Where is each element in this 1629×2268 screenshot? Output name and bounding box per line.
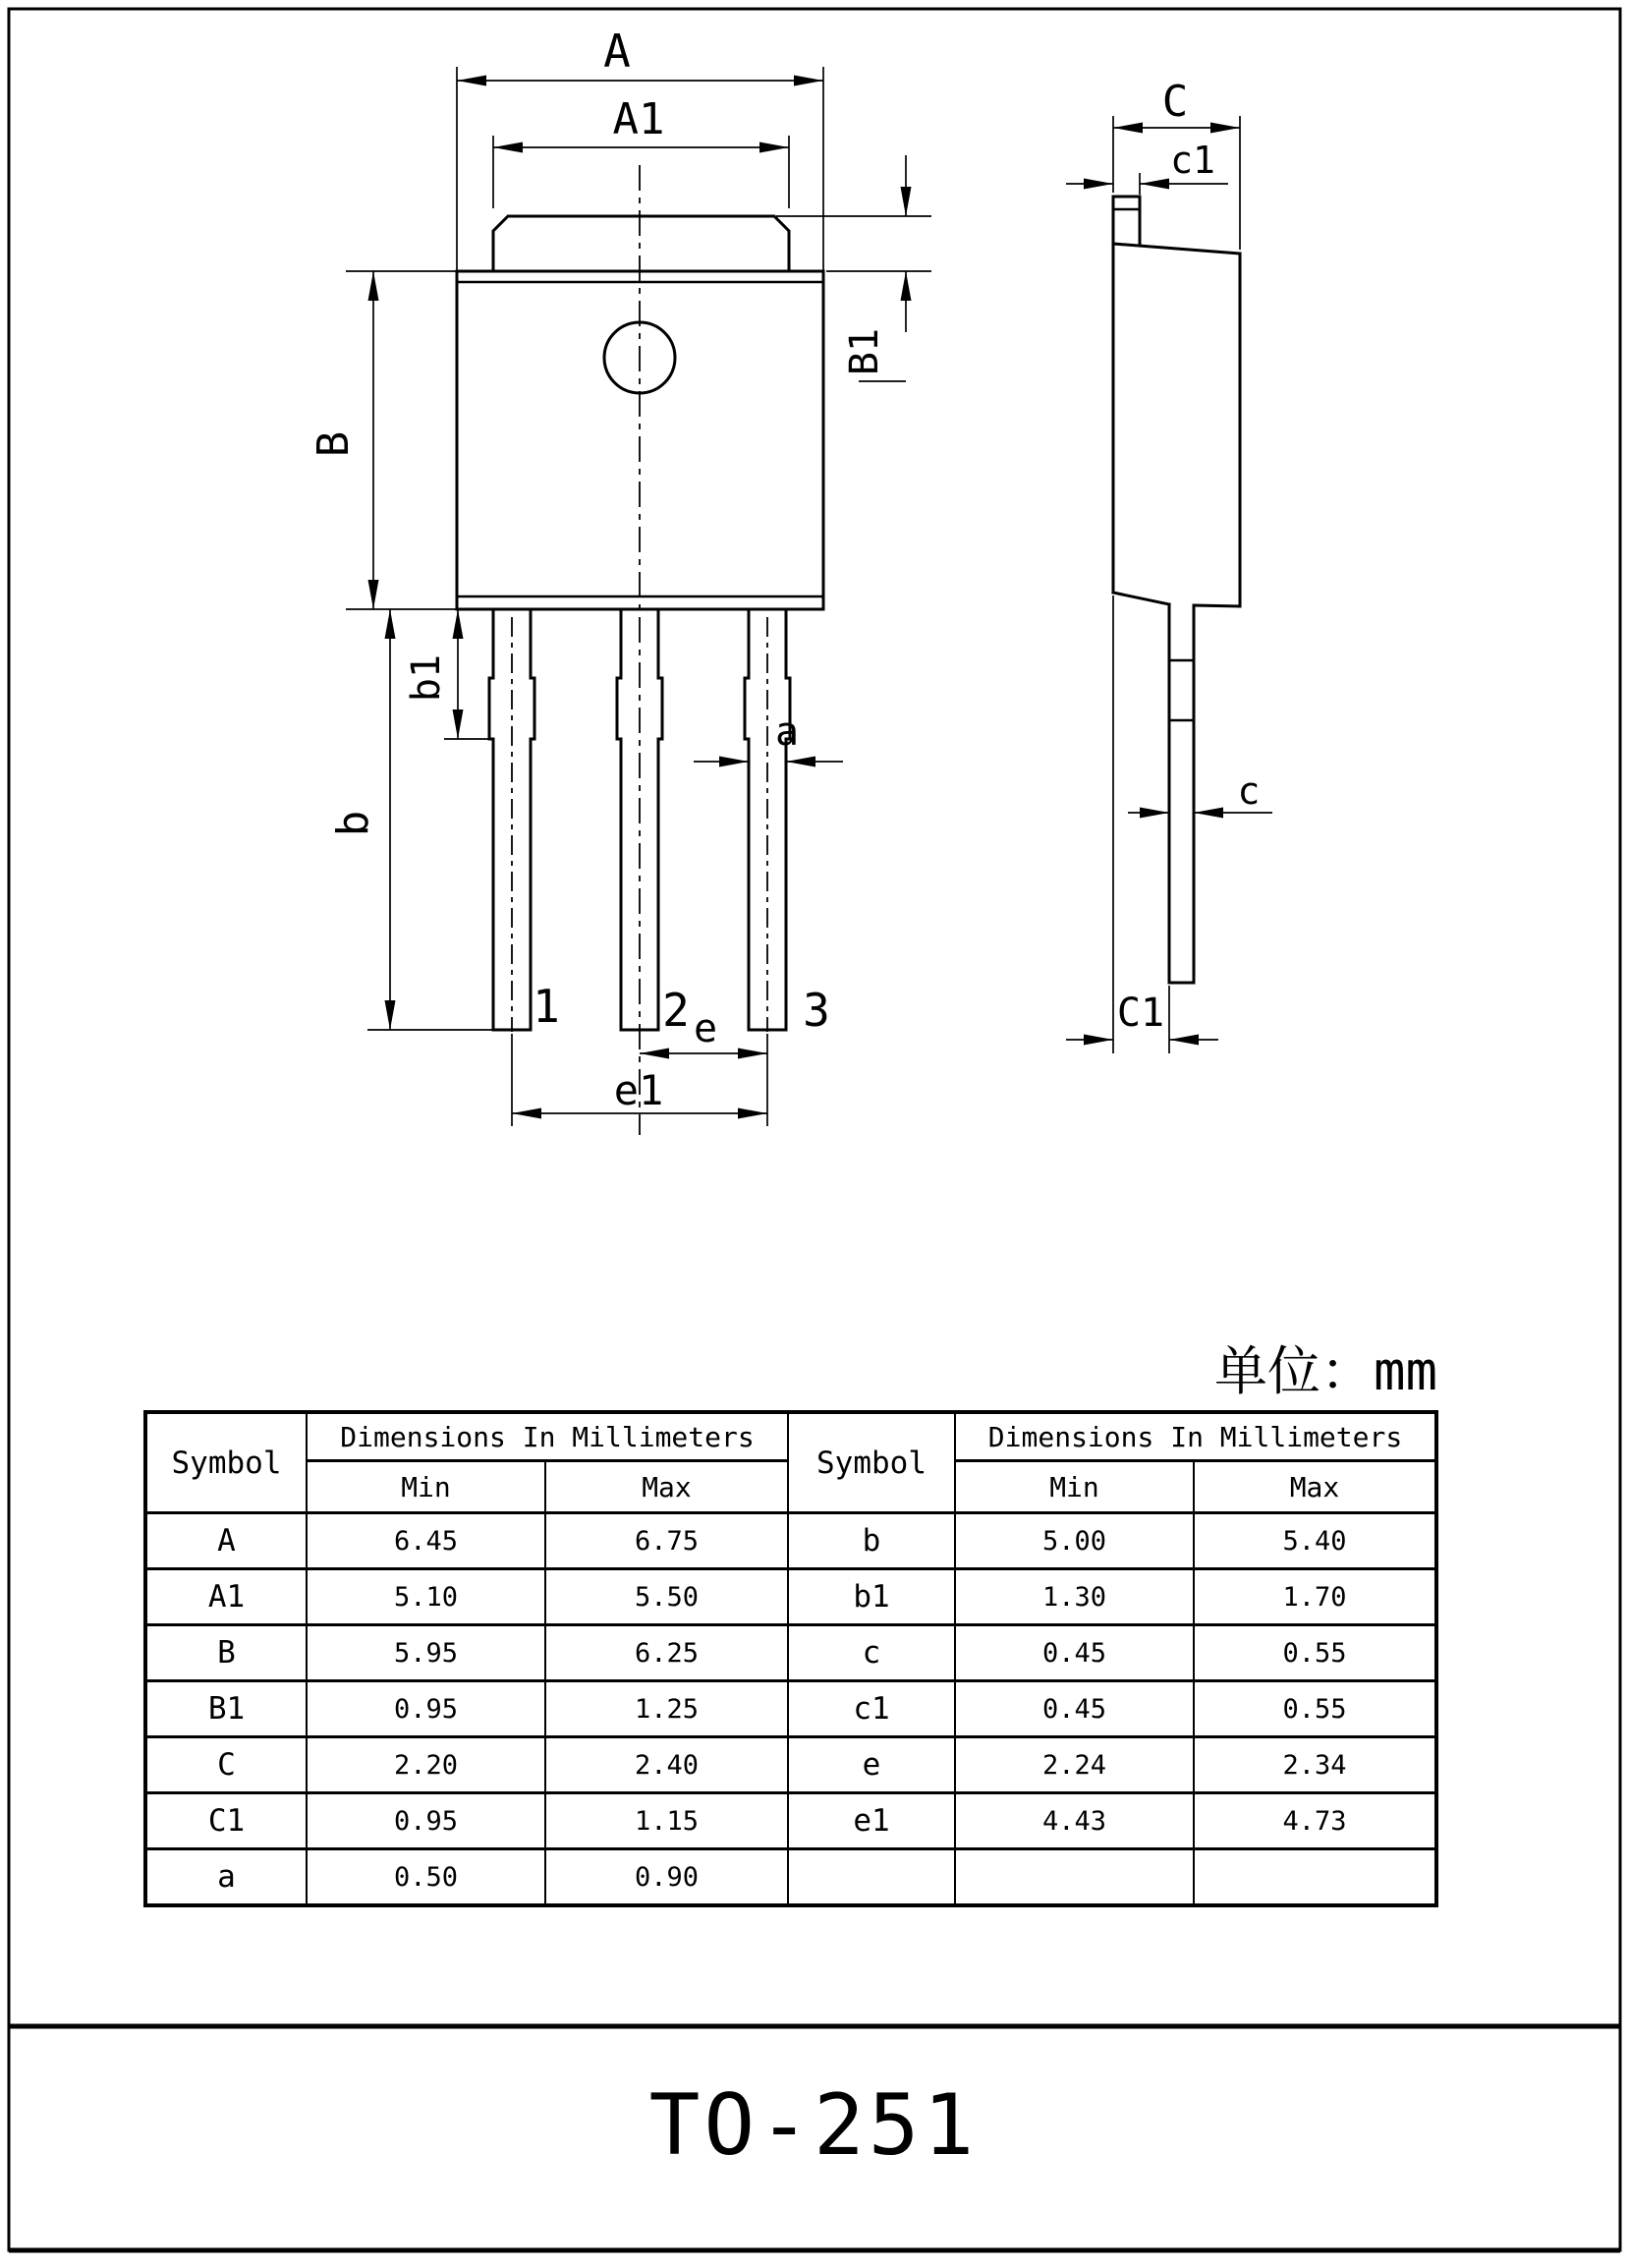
max-cell: 1.15 [545, 1793, 788, 1849]
max-cell: 6.25 [545, 1625, 788, 1681]
symbol-cell: C [145, 1737, 307, 1793]
dim-label-C1: C1 [1116, 991, 1165, 1036]
dim-label-b1: b1 [404, 653, 449, 703]
max-cell [1194, 1849, 1436, 1906]
symbol-cell: A [145, 1513, 307, 1569]
table-row [145, 1793, 1436, 1849]
max-cell: 0.55 [1194, 1681, 1436, 1737]
dim-label-b: b [328, 810, 378, 837]
pin-label-2: 2 [662, 984, 690, 1037]
table-header-max-left: Max [545, 1461, 788, 1513]
front-view [346, 67, 931, 1135]
symbol-cell: A1 [145, 1569, 307, 1625]
dim-label-e1: e1 [613, 1066, 664, 1114]
dim-label-c: c [1237, 769, 1261, 813]
max-cell: 5.50 [545, 1569, 788, 1625]
table-header-dimensions-left: Dimensions In Millimeters [307, 1412, 788, 1461]
dim-label-C: C [1161, 77, 1189, 127]
max-cell: 4.73 [1194, 1793, 1436, 1849]
symbol-cell: B [145, 1625, 307, 1681]
dim-label-A: A [603, 25, 631, 78]
table-header-max-right: Max [1194, 1461, 1436, 1513]
min-cell: 2.20 [307, 1737, 545, 1793]
symbol-cell: e [788, 1737, 955, 1793]
unit-note: 单位：mm [1214, 1340, 1438, 1402]
min-cell: 6.45 [307, 1513, 545, 1569]
dim-label-B: B [309, 430, 359, 458]
min-cell: 5.95 [307, 1625, 545, 1681]
min-cell: 2.24 [955, 1737, 1194, 1793]
dim-label-a: a [774, 709, 800, 755]
dim-label-B1: B1 [842, 327, 887, 376]
table-header-min-left: Min [307, 1461, 545, 1513]
min-cell: 0.95 [307, 1681, 545, 1737]
max-cell: 5.40 [1194, 1513, 1436, 1569]
table-row [145, 1737, 1436, 1793]
pin-label-1: 1 [533, 980, 560, 1033]
max-cell: 0.55 [1194, 1625, 1436, 1681]
dim-label-A1: A1 [612, 94, 665, 144]
pin-label-3: 3 [803, 984, 830, 1037]
table-row [145, 1625, 1436, 1681]
min-cell: 0.45 [955, 1681, 1194, 1737]
symbol-cell: a [145, 1849, 307, 1906]
max-cell: 0.90 [545, 1849, 788, 1906]
symbol-cell: C1 [145, 1793, 307, 1849]
min-cell: 0.50 [307, 1849, 545, 1906]
page-frame [9, 9, 1620, 2250]
min-cell: 0.95 [307, 1793, 545, 1849]
table-header-symbol-left: Symbol [145, 1412, 307, 1513]
max-cell: 2.34 [1194, 1737, 1436, 1793]
dim-label-c1: c1 [1170, 139, 1215, 182]
symbol-cell: c1 [788, 1681, 955, 1737]
max-cell: 1.25 [545, 1681, 788, 1737]
table-header-min-right: Min [955, 1461, 1194, 1513]
table-header-symbol-right: Symbol [788, 1412, 955, 1513]
dim-label-e: e [693, 1006, 718, 1051]
min-cell: 0.45 [955, 1625, 1194, 1681]
min-cell: 5.00 [955, 1513, 1194, 1569]
symbol-cell: c [788, 1625, 955, 1681]
max-cell: 1.70 [1194, 1569, 1436, 1625]
symbol-cell: b [788, 1513, 955, 1569]
dimensions-table [143, 1410, 1438, 1907]
package-title: TO-251 [648, 2076, 979, 2175]
table-row [145, 1513, 1436, 1569]
front-tab-outline [493, 216, 789, 271]
symbol-cell [788, 1849, 955, 1906]
min-cell [955, 1849, 1194, 1906]
table-row [145, 1569, 1436, 1625]
symbol-cell: e1 [788, 1793, 955, 1849]
dimension-labels [309, 25, 1260, 1114]
table-row [145, 1849, 1436, 1906]
max-cell: 6.75 [545, 1513, 788, 1569]
min-cell: 5.10 [307, 1569, 545, 1625]
table-header-dimensions-right: Dimensions In Millimeters [955, 1412, 1436, 1461]
max-cell: 2.40 [545, 1737, 788, 1793]
min-cell: 4.43 [955, 1793, 1194, 1849]
table-row [145, 1681, 1436, 1737]
symbol-cell: B1 [145, 1681, 307, 1737]
min-cell: 1.30 [955, 1569, 1194, 1625]
side-view [1066, 116, 1272, 1053]
symbol-cell: b1 [788, 1569, 955, 1625]
